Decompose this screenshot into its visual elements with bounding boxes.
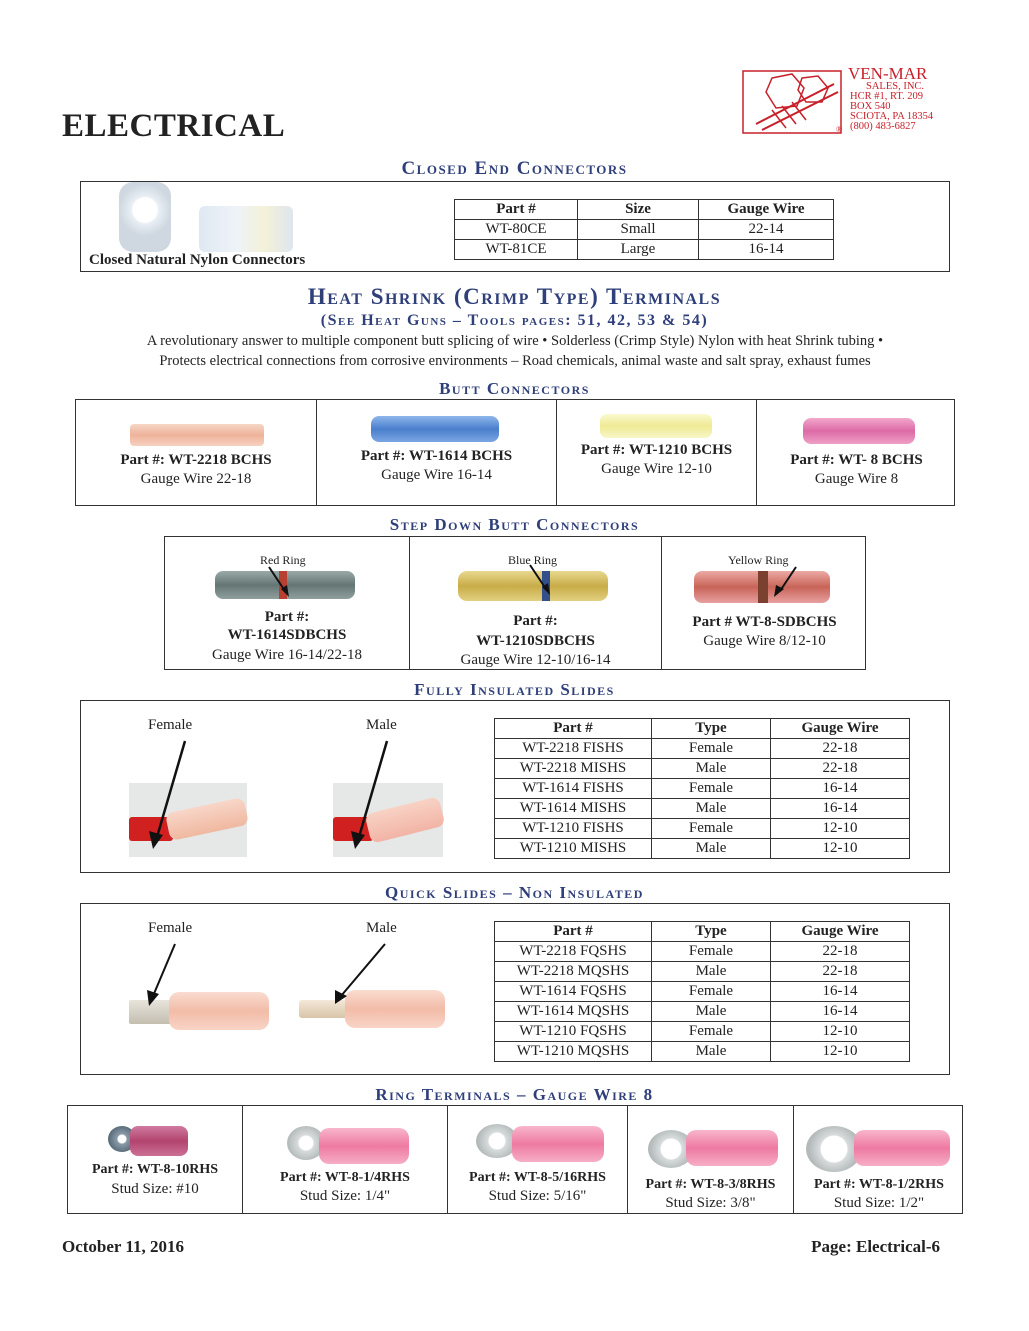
part-number-line2: WT-1614SDBCHS [227,627,347,643]
part-number: Part #: WT-1614 BCHS [360,448,513,464]
logo-hexagon-graphic [742,70,850,136]
step-down-item [662,537,867,669]
quick-slides-box [80,903,950,1075]
step-down-box [164,536,866,670]
arrow-icon [141,940,191,1010]
stud-size: Stud Size: #10 [111,1181,199,1197]
cell-part: WT-81CE [455,240,578,260]
step-down-title: Step Down Butt Connectors [389,515,640,534]
page-title: ELECTRICAL [62,108,286,144]
table-header-row [495,922,910,942]
gauge-wire: Gauge Wire 16-14 [381,467,492,483]
part-number: Part #: WT-2218 BCHS [120,452,272,468]
cell-type: Male [652,759,771,779]
step-down-item [410,537,662,669]
cell-part: WT-1614 FQSHS [495,982,652,1002]
cell-part: WT-1614 MQSHS [495,1002,652,1022]
cell-part: WT-80CE [455,220,578,240]
ring-item [628,1106,794,1213]
stud-size: Stud Size: 5/16" [488,1188,587,1204]
arrow-icon [265,565,295,601]
table-row [495,759,910,779]
table-header-row [495,719,910,739]
arrow-icon [528,563,558,599]
step-down-item [165,537,410,669]
gauge-wire: Gauge Wire 8/12-10 [703,633,826,649]
part-number: Part #: WT-8-3/8RHS [645,1177,776,1192]
col-size: Size [578,200,699,220]
cell-type: Male [652,799,771,819]
arrow-icon [329,940,399,1010]
gauge-wire: Gauge Wire 22-18 [140,471,252,487]
part-number: Part #: [513,613,558,629]
yellow-ring-marker [758,571,768,603]
cell-part: WT-2218 MQSHS [495,962,652,982]
butt-connector-image [600,414,712,438]
cell-gauge: 16-14 [771,982,910,1002]
cell-type: Male [652,962,771,982]
table-header-row [455,200,834,220]
table-row [495,839,910,859]
cell-gauge: 16-14 [699,240,834,260]
cell-part: WT-2218 MISHS [495,759,652,779]
quick-slides-title: Quick Slides – Non Insulated [385,883,644,902]
cell-gauge: 12-10 [771,839,910,859]
butt-connectors-title: Butt Connectors [439,379,590,398]
ring-item [243,1106,448,1213]
address-line-1: HCR #1, RT. 209 [850,91,923,102]
ring-label: Yellow Ring [728,553,789,567]
cell-part: WT-1614 MISHS [495,799,652,819]
cell-part: WT-2218 FQSHS [495,942,652,962]
arrow-icon [772,565,802,601]
table-row [455,240,834,260]
arrow-icon [141,737,201,857]
part-number: Part #: WT-1210 BCHS [580,442,733,458]
closed-end-caption: Closed Natural Nylon Connectors [89,252,306,268]
male-label: Male [366,920,397,936]
closed-end-connector-image-2 [199,206,293,252]
gauge-wire: Gauge Wire 16-14/22-18 [212,647,362,663]
ring-item [794,1106,964,1213]
gauge-wire: Gauge Wire 12-10/16-14 [460,652,611,668]
col-gauge: Gauge Wire [771,719,910,739]
arrow-icon [343,737,403,857]
butt-item [76,400,317,505]
part-number: Part #: WT- 8 BCHS [790,452,923,468]
registered-mark: ® [836,125,843,134]
heat-shrink-subtitle: (See Heat Guns – Tools pages: 51, 42, 53 & 54) [320,312,709,329]
gauge-wire: Gauge Wire 12-10 [601,461,712,477]
cell-gauge: 22-18 [771,962,910,982]
butt-item [317,400,557,505]
cell-gauge: 22-18 [771,942,910,962]
part-number: Part #: WT-8-10RHS [92,1162,218,1177]
cell-part: WT-1614 FISHS [495,779,652,799]
cell-type: Male [652,839,771,859]
cell-gauge: 12-10 [771,819,910,839]
cell-type: Male [652,1042,771,1062]
cell-type: Female [652,1022,771,1042]
address-line-2: BOX 540 [850,101,891,112]
cell-gauge: 16-14 [771,779,910,799]
ring-terminals-title: Ring Terminals – Gauge Wire 8 [375,1085,654,1104]
part-number: Part #: WT-8-5/16RHS [469,1170,606,1185]
butt-item [557,400,757,505]
part-number: Part #: WT-8-1/2RHS [814,1177,944,1192]
stud-size: Stud Size: 1/4" [299,1188,391,1204]
butt-connector-image [803,418,915,444]
part-number: Part #: WT-8-1/4RHS [280,1170,410,1185]
intro-line-1: A revolutionary answer to multiple component butt splicing of wire • Solderless (Crimp Style) Nylon with heat Shrink tubing • [146,333,884,349]
stud-size: Stud Size: 3/8" [665,1195,756,1211]
cell-part: WT-1210 MISHS [495,839,652,859]
cell-size: Large [578,240,699,260]
col-gauge: Gauge Wire [771,922,910,942]
cell-gauge: 22-14 [699,220,834,240]
heat-shrink-title: Heat Shrink (Crimp Type) Terminals [307,284,722,309]
quick-slides-table [494,921,910,1062]
cell-gauge: 12-10 [771,1022,910,1042]
company-logo [742,64,962,140]
table-row [495,962,910,982]
cell-type: Female [652,982,771,1002]
stud-size: Stud Size: 1/2" [833,1195,925,1211]
cell-type: Female [652,779,771,799]
cell-gauge: 22-18 [771,759,910,779]
footer-date: October 11, 2016 [62,1237,184,1256]
cell-part: WT-1210 MQSHS [495,1042,652,1062]
fully-insulated-table [494,718,910,859]
ring-item [448,1106,628,1213]
female-label: Female [148,717,193,733]
cell-gauge: 16-14 [771,799,910,819]
male-label: Male [366,717,397,733]
table-row [495,1002,910,1022]
company-line2: SALES, INC. [866,81,925,92]
table-row [495,982,910,1002]
closed-end-connector-image-1 [119,182,171,252]
ring-terminals-box [67,1105,963,1214]
cell-gauge: 16-14 [771,1002,910,1022]
closed-end-box [80,181,950,272]
col-part: Part # [455,200,578,220]
address-line-4: (800) 483-6827 [850,121,916,132]
cell-gauge: 12-10 [771,1042,910,1062]
cell-part: WT-1210 FISHS [495,819,652,839]
table-row [495,1042,910,1062]
table-row [495,779,910,799]
cell-part: WT-2218 FISHS [495,739,652,759]
fully-insulated-box [80,700,950,873]
part-number: Part # WT-8-SDBCHS [692,614,837,630]
col-part: Part # [495,719,652,739]
cell-type: Female [652,942,771,962]
butt-connectors-box [75,399,955,506]
cell-type: Female [652,739,771,759]
ring-item [68,1106,243,1213]
cell-gauge: 22-18 [771,739,910,759]
butt-item [757,400,956,505]
col-part: Part # [495,922,652,942]
cell-type: Male [652,1002,771,1022]
intro-line-2: Protects electrical connections from corrosive environments – Road chemicals, animal waste and salt spray, exhaust fumes [159,353,871,369]
table-row [495,799,910,819]
col-type: Type [652,922,771,942]
gauge-wire: Gauge Wire 8 [814,471,899,487]
table-row [495,739,910,759]
table-row [495,942,910,962]
female-label: Female [148,920,193,936]
table-row [455,220,834,240]
ring-label: Blue Ring [508,553,558,567]
part-number-line2: WT-1210SDBCHS [476,633,595,649]
company-name: VEN-MAR [848,64,928,83]
col-gauge: Gauge Wire [699,200,834,220]
cell-size: Small [578,220,699,240]
cell-type: Female [652,819,771,839]
col-type: Type [652,719,771,739]
address-line-3: SCIOTA, PA 18354 [850,111,934,122]
butt-connector-image [130,424,264,446]
fully-insulated-title: Fully Insulated Slides [414,680,615,699]
part-number: Part #: [264,609,310,625]
closed-end-table [454,199,834,260]
ring-label: Red Ring [260,553,306,567]
cell-part: WT-1210 FQSHS [495,1022,652,1042]
table-row [495,1022,910,1042]
footer-page: Page: Electrical-6 [811,1237,940,1256]
table-row [495,819,910,839]
closed-end-title: Closed End Connectors [401,158,628,179]
butt-connector-image [371,416,499,442]
